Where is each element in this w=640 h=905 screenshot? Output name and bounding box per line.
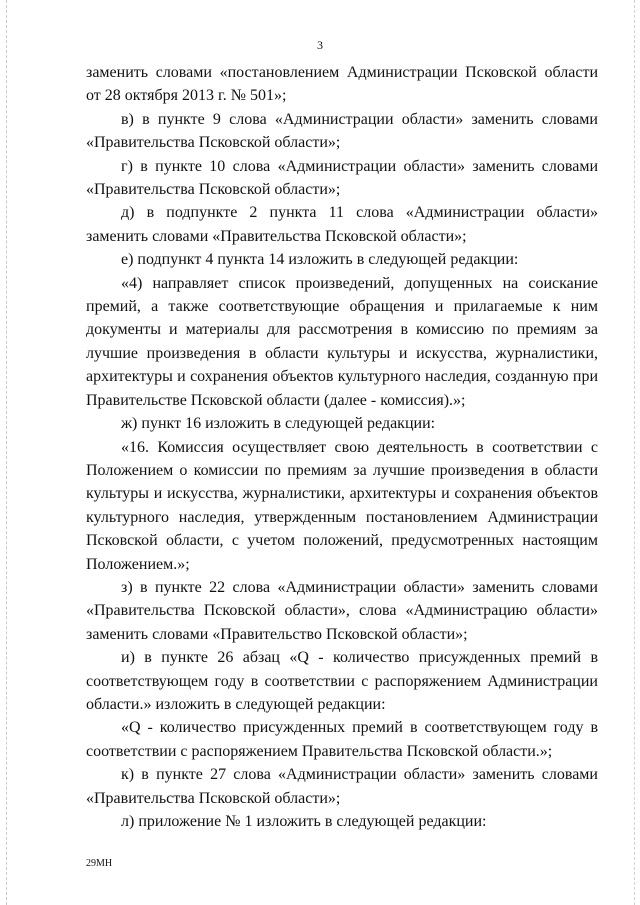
paragraph-item-l: л) приложение № 1 изложить в следующей редакции: [121,813,487,830]
paragraph-continuation: заменить словами «постановлением Администрации Псковской области от 28 октября 2013 г. № 501»; [86,64,598,105]
paragraph-item-i: и) в пункте 26 абзац «Q - количество присужденных премий в соответствующем году в соответствии с распоряжением Администрации области.» изложить в следующей редакции: [86,649,598,713]
paragraph-item-v: в) в пункте 9 слова «Администрации области» заменить словами «Правительства Псковской области»; [86,110,598,152]
document-body [86,61,598,833]
paragraph-quote-16: «16. Комиссия осуществляет свою деятельность в соответствии с Положением о комиссии по премиям за лучшие произведения в области культуры и искусства, журналистики, архитектуры и сохранения объектов культурного наследия, утвержденным постановлением Администрации Псковской области, с учетом положений, предусмотренных настоящим Положением.»; [86,438,598,573]
paragraph-item-z: з) в пункте 22 слова «Администрации области» заменить словами «Правительства Псковской области», слова «Администрацию области» заменить словами «Правительство Псковской области»; [86,578,598,643]
paragraph-item-e: е) подпункт 4 пункта 14 изложить в следующей редакции: [121,251,519,269]
paragraph-quote-4: «4) направляет список произведений, допущенных на соискание премий, а также соответствующие обращения и прилагаемые к ним документы и материалы для рассмотрения в комиссию по премиям за лучшие произведения в области культуры и искусства, журналистики, архитектуры и сохранения объектов культурного наследия, созданную при Правительстве Псковской области (далее - комиссия).»; [86,274,598,409]
footer-code: 29МН [86,858,113,869]
paragraph-item-k: к) в пункте 27 слова «Администрации области» заменить словами «Правительства Псковской области»; [86,766,598,807]
page-number: 3 [317,38,323,52]
scan-edge-left [6,0,8,905]
paragraph-quote-q: «Q - количество присужденных премий в соответствующем году в соответствии с распоряжением Правительства Псковской области.»; [86,719,598,760]
scan-edge-right [634,0,636,905]
paragraph-item-g: г) в пункте 10 слова «Администрации области» заменить словами «Правительства Псковской области»; [86,157,598,199]
paragraph-item-d: д) в подпункте 2 пункта 11 слова «Администрации области» заменить словами «Правительства Псковской области»; [86,204,598,245]
paragraph-item-zh: ж) пункт 16 изложить в следующей редакции: [121,415,436,433]
